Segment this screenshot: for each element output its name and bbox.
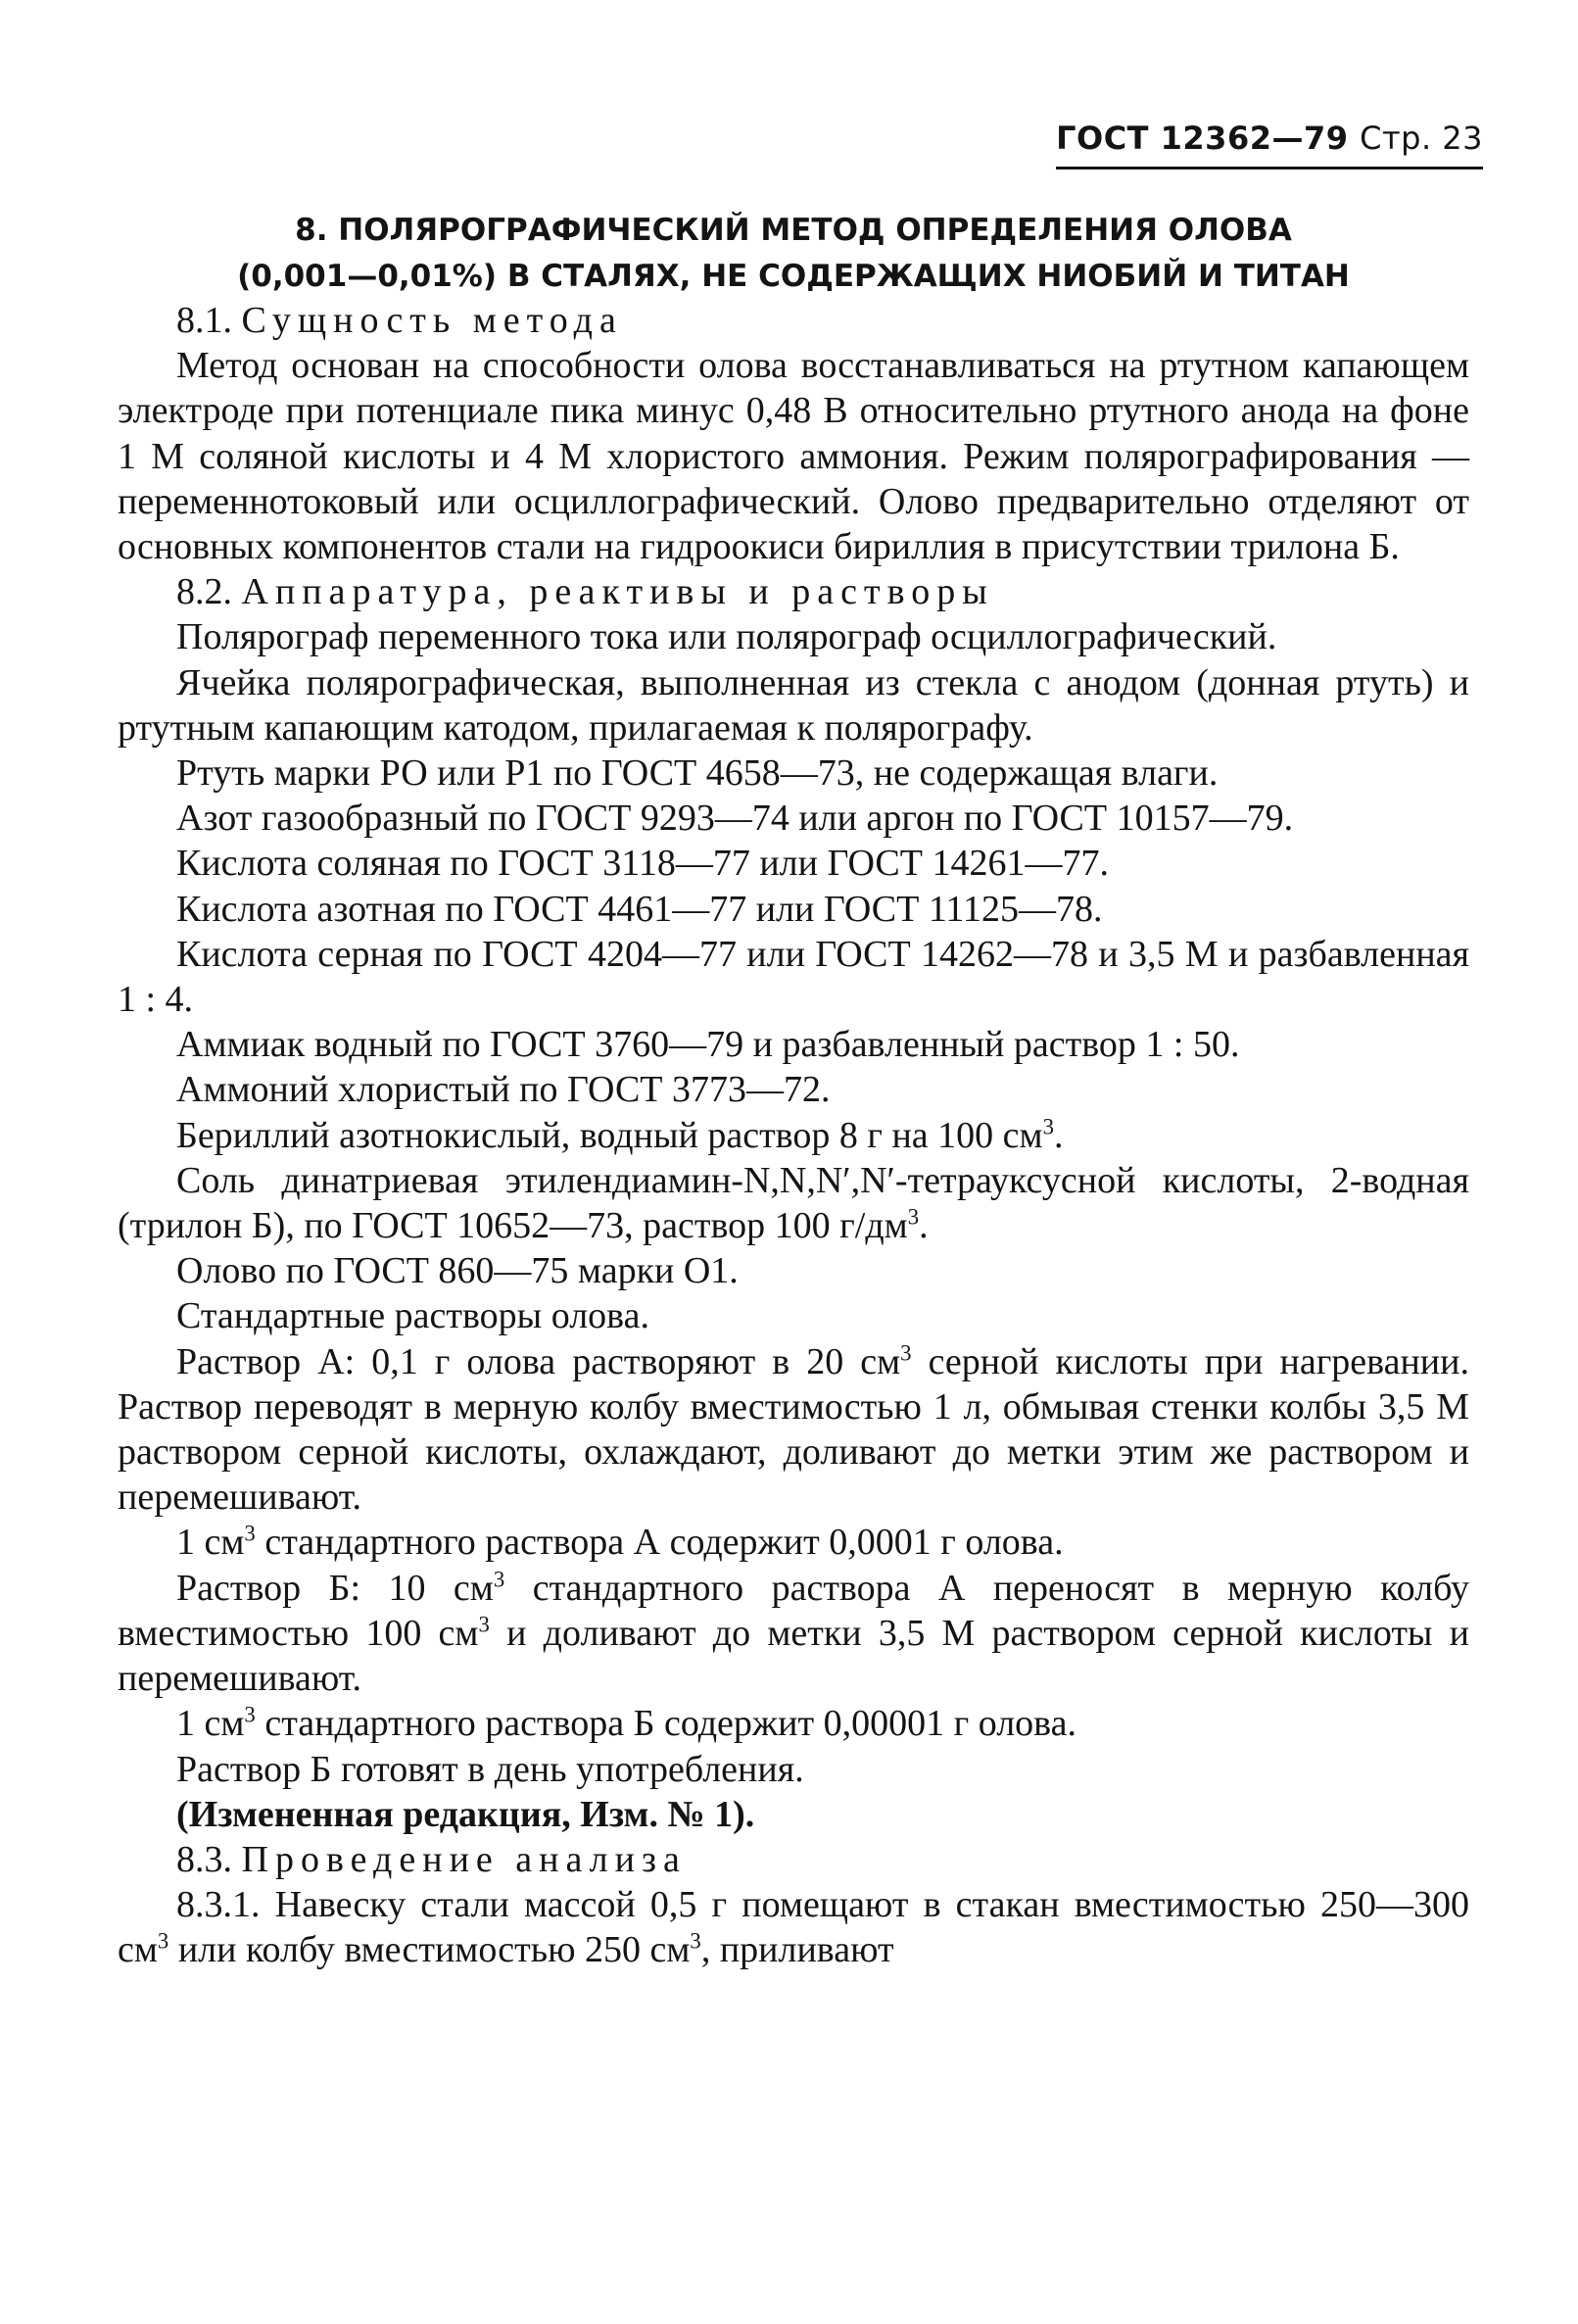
reagent-item: Аммиак водный по ГОСТ 3760—79 и разбавленный раствор 1 : 50. [176, 1024, 1240, 1066]
reagent-item: Кислота соляная по ГОСТ 3118—77 или ГОСТ 14261—77. [176, 843, 1109, 885]
equipment-item: Ячейка полярографическая, выполненная из стекла с анодом (донная ртуть) и ртутным капающим катодом, прилагаемая к полярографу. [118, 661, 1469, 749]
running-header [1056, 120, 1483, 169]
reagent-item: Ртуть марки РО или Р1 по ГОСТ 4658—73, не содержащая влаги. [176, 752, 1219, 795]
reagent-item: Соль динатриевая этилендиамин-N,N,N′,N′-тетрауксусной кислоты, 2-водная (трилон Б), по ГОСТ 10652—73, раствор 100 $г/дм^3$. [118, 1159, 1469, 1247]
reagent-item: Кислота серная по ГОСТ 4204—77 или ГОСТ 14262—78 и 3,5 М и разбавленная 1 : 4. [118, 933, 1469, 1021]
analysis-step-8-3-1: 8.3.1. Навеску стали массой 0,5 г помещают в стакан вместимостью 250—300 $см^3$ или колбу вместимостью 250 $см^3$, приливают [118, 1884, 1470, 1971]
page-number: Стр. 23 [1360, 120, 1483, 157]
reagent-item: Бериллий азотнокислый, водный раствор 8 г на 100 $см^3$. [176, 1114, 1064, 1156]
solution-b-paragraph: Раствор Б: 10 $см^3$ стандартного раствора А переносят в мерную колбу вместимостью 100 $см^3$ и доливают до метки 3,5 М раствором серной кислоты и перемешивают. [118, 1567, 1470, 1700]
equipment-item: Полярограф переменного тока или полярограф осциллографический. [176, 616, 1277, 658]
reagent-item: Аммоний хлористый по ГОСТ 3773—72. [176, 1069, 831, 1111]
subsection-title: Проведение анализа [241, 1838, 687, 1880]
solution-b-content: 1 $см^3$ стандартного раствора Б содержит 0,00001 г олова. [176, 1702, 1076, 1745]
subsection-number: 8.1. [176, 300, 232, 341]
reagent-item: Олово по ГОСТ 860—75 марки О1. [176, 1250, 739, 1292]
method-essence-paragraph: Метод основан на способности олова восстанавливаться на ртутном капающем электроде при потенциале пика минус 0,48 В относительно ртутного анода на фоне 1 М соляной кислоты и 4 М хлористого аммония. Режим полярографирования — переменнотоковый или осциллографический. Олово предварительно отделяют от основных компонентов стали на гидроокиси бириллия в присутствии трилона Б. [118, 345, 1469, 568]
subsection-number: 8.3. [176, 1838, 232, 1880]
subsection-8-2-heading [118, 569, 1469, 614]
reagent-item: Кислота азотная по ГОСТ 4461—77 или ГОСТ 11125—78. [176, 888, 1103, 930]
subsection-8-3-heading [118, 1837, 1469, 1882]
section-title-line-1: 8. ПОЛЯРОГРАФИЧЕСКИЙ МЕТОД ОПРЕДЕЛЕНИЯ ОЛОВА [295, 213, 1292, 248]
subsection-8-1-heading [118, 298, 1469, 343]
standard-solutions-heading: Стандартные растворы олова. [176, 1295, 649, 1337]
section-title-line-2: (0,001—0,01%) В СТАЛЯХ, НЕ СОДЕРЖАЩИХ НИОБИЙ И ТИТАН [237, 259, 1350, 294]
subsection-title: Аппаратура, реактивы и растворы [241, 571, 994, 613]
solution-a-paragraph: Раствор А: 0,1 г олова растворяют в 20 $см^3$ серной кислоты при нагревании. Раствор переводят в мерную колбу вместимостью 1 л, обмывая стенки колбы 3,5 М раствором серной кислоты, охлаждают, доливают до метки этим же раствором и перемешивают. [118, 1340, 1469, 1519]
solution-a-content: 1 $см^3$ стандартного раствора А содержит 0,0001 г олова. [176, 1521, 1064, 1564]
standard-number: ГОСТ 12362—79 [1056, 120, 1349, 157]
subsection-number: 8.2. [176, 571, 232, 613]
solution-b-note: Раствор Б готовят в день употребления. [176, 1748, 804, 1790]
reagent-item: Азот газообразный по ГОСТ 9293—74 или аргон по ГОСТ 10157—79. [176, 798, 1294, 840]
body-text [118, 298, 1469, 1973]
section-heading [118, 208, 1469, 300]
subsection-title: Сущность метода [241, 300, 623, 341]
amendment-note: (Измененная редакция, Изм. № 1). [176, 1793, 755, 1835]
